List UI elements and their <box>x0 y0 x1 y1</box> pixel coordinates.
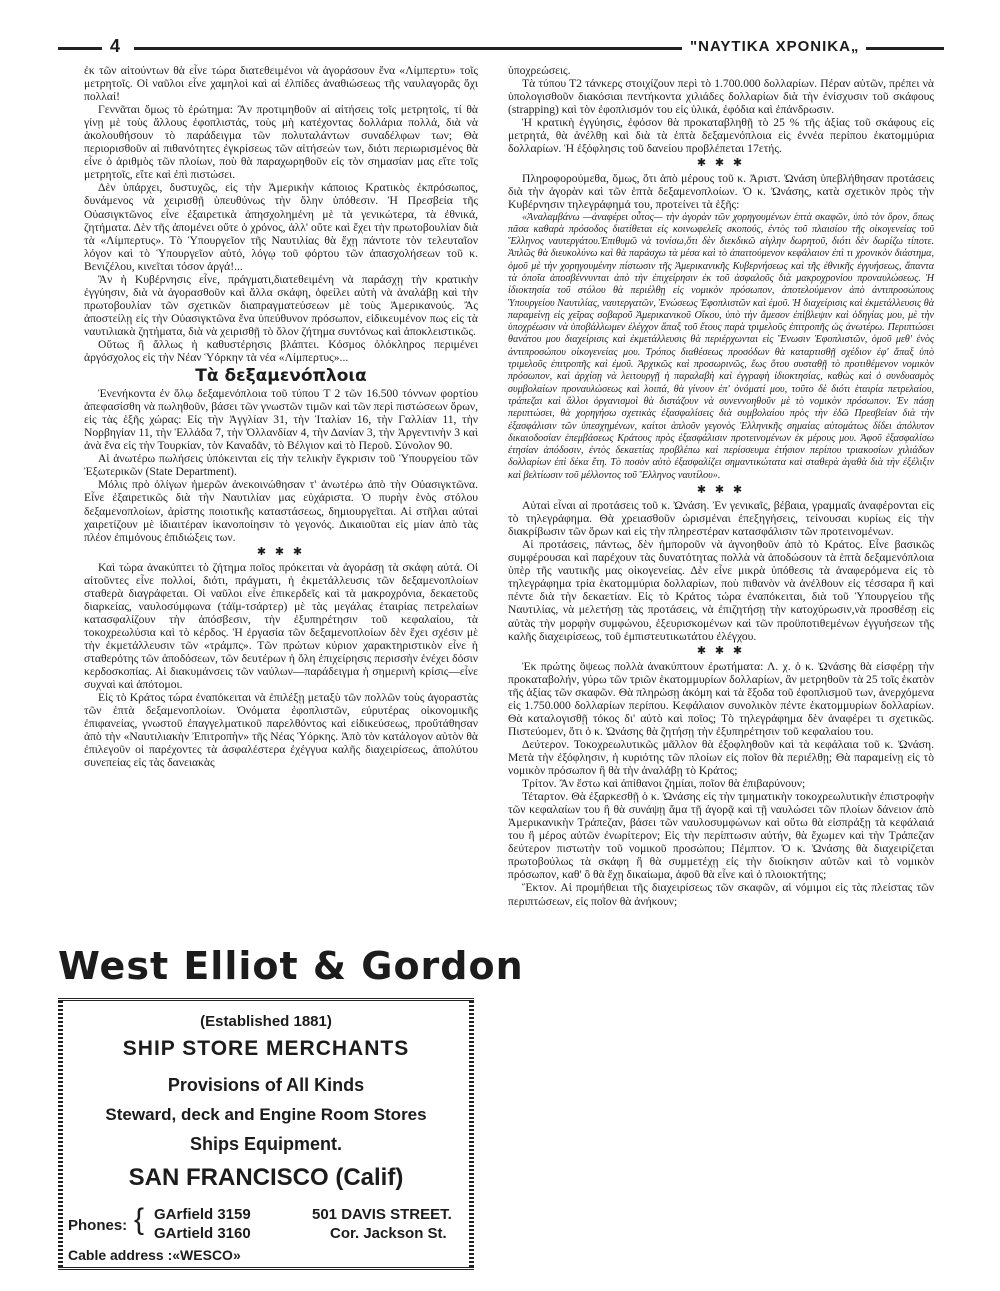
paragraph: Δεύτερον. Τοκοχρεωλυτικῶς μᾶλλον θὰ ἐξοφληθοῦν καὶ τὰ κεφάλαια τοῦ κ. Ὠνάση. Μετὰ τὴν ἐξόφλησιν, ἡ κυριότης τῶν πλοίων εἰς ποῖον θὰ περιέλθῃ; Θὰ παραμείνῃ εἰς τὸ νομικὸν πρόσωπον ἢ θὰ τὴν ἀναλάβῃ τὸ Κράτος; <box>508 737 934 778</box>
paragraph: Τέταρτον. Θὰ ἐξαρκεσθῇ ὁ κ. Ὠνάσης εἰς τὴν τμηματικὴν τοκοχρεωλυτικὴν ἐπιστροφὴν τῶν κεφαλαίων του ἢ θὰ συνάψῃ ἅμα τῇ ἀγορᾷ καὶ τῇ ναυλώσει τῶν πλοίων δάνειον ἀπὸ Ἀμερικανικὴν Τράπεζαν, βάσει τῶν ναυλοσυμφώνων καὶ οὕτω θὰ εἰσπράξῃ τὰ κεφάλαιά του ἢ μέρος αὐτῶν ἐνωρίτερον; Εἰς τὴν περίπτωσιν αὐτήν, θὰ ἔχωμεν καὶ τὴν Τράπεζαν δεύτερον πιστωτὴν τοῦ νομικοῦ προσώπου; Πέμπτον. Ὁ κ. Ὠνάσης θὰ διαχειρίζεται πρωτοβούλως τὰ σκάφη ἢ θὰ συμμετέχῃ εἰς τὴν διοίκησιν αὐτῶν καὶ τὸ νομικὸν πρόσωπον, καθ' ὃ θὰ ἔχῃ δικαίωμα, ἀφοῦ θὰ εἶνε καὶ ὁ πλοιοκτήτης; <box>508 790 934 882</box>
ad-frame <box>58 998 474 1270</box>
paragraph: Καὶ τώρα ἀνακύπτει τὸ ζήτημα ποῖος πρόκειται νὰ ἀγοράσῃ τὰ σκάφη αὐτά. Οἱ αἰτοῦντες εἶνε πολλοί, διότι, πράγματι, ἡ ἐκμετάλλευσις τῶν δεξαμενοπλοίων σταθερὰ διαγράφεται. Οἱ ναῦλοι εἶνε ἐπικερδεῖς καὶ τὰ μακροχρόνια, δεκαετοῦς διαρκείας, ναυλοσύμφωνα (τάϊμ-τσάρτερ) μὲ τὰς μεγάλας ἑταιρίας πετρελαίων κατασφαλίζουν τὴν ἀπόσβεσιν, τὴν ἐξυπηρέτησιν τοῦ κεφαλαίου, τὰ τοκοχρεωλύσια καὶ τὸ κέρδος. Ἡ ἐργασία τῶν δεξαμενοπλοίων δὲν ἔχει σχέσιν μὲ τὴν ἐκμετάλλευσιν τῶν «τράμπς». Τῶν πρώτων κύριον χαρακτηριστικὸν εἶνε ἡ σταθερότης τῶν ἀποδόσεων, τῶν δευτέρων ἡ ὅλη ἐπιχείρησις περισσὴν ἐνέχει δόσιν κερδοσκοπίας. Αἱ διακυμάνσεις τῶν ναύλων—παράδειγμα ἡ σημερινὴ κρίσις—εἶνε συχναὶ καὶ ἀπότομοι. <box>84 560 478 692</box>
ad-line-equipment: Ships Equipment. <box>189 1134 342 1154</box>
section-divider-stars: ✱ ✱ ✱ <box>256 545 306 558</box>
header-rule-left <box>58 47 102 50</box>
ad-cable-address: Cable address :«WESCO» <box>68 1247 241 1263</box>
paragraph: Οὕτως ἢ ἄλλως ἡ καθυστέρησις βλάπτει. Κόσμος ὁλόκληρος περιμένει ἀργόσχολος εἰς τὴν Νέαν Ὑόρκην τὰ νέα «Λίμπερτυς»... <box>84 337 478 365</box>
telegram-quote: «Ἀναλαμβάνω —ἀναφέρει οὗτος— τὴν ἀγορὰν τῶν χορηγουμένων ἑπτὰ σκαφῶν, ὑπὸ τὸν ὅρον, ὅπως πᾶσα καθαρὰ πρόσοδος διατίθεται εἰς κοινωφελεῖς σκοπούς, ἐντὸς τοῦ πλαισίου τῆς οἰκογενείας τοῦ Ἕλληνος ναυτεργάτου.Ἐπιθυμῶ νὰ τονίσω,ὅτι δὲν διεκδικῶ αἰγλην δωρητοῦ, διότι δὲν δωρίζω τίποτε. Ἁπλῶς θὰ διευκολύνω καὶ θὰ παράσχω τὰ μέσα καὶ τὸ ἀπαιτούμενον κεφάλαιον ἐπὶ τι χρονικὸν διάστημα, ὁμοῦ μὲ τὴν χορηγουμένην πίστωσιν τῆς Ἀμερικανικῆς Κυβερνήσεως καὶ τῆς ἐθνικῆς ἐγγυήσεως, ἅπαντα τὰ ὁποῖα ἀποσβέννυνται ἀπὸ τὴν ἐπιχείρησιν ἐκ τοῦ ἀσφαλοῦς διὰ μακροχρονίου προναυλώσεως. Ἡ ἰδιοκτησία τοῦ στόλου θὰ περιέλθῃ εἰς νομικὸν πρόσωπον, ἀποτελούμενον ἀπὸ ἀντιπροσώπους Ὑπουργείου Ναυτιλίας, ναυτεργατῶν, Ἑνώσεως Ἐφοπλιστῶν καὶ ἐμοῦ. Ἡ διαχείρισις καὶ ἐκμετάλλευσις θὰ παραμείνῃ εἰς χεῖρας σοβαροῦ Ἀμερικανικοῦ Οἴκου, ὑπὸ τὴν ἄμεσον ἐπίβλεψιν καὶ ὁδηγίας μου, μὲ τὴν ὑποχρέωσιν νὰ ὑποβάλλωμεν ἐλέγχον ἅπαξ τοῦ ἔτους παρὰ τριμελοῦς ἐπιτροπῆς ὡς ἀνωτέρω. Περιπτώσει θανάτου μου διαχείρισις καὶ ἐκμετάλλευσις θὰ περιέρχωνται εἰς Ἕνωσιν Ἐφοπλιστῶν, ὁμοῦ μεθ' ἑνὸς ἀντιπροσώπου οἰκογενείας μου. Τρόπος διαθέσεως προσόδων θὰ καταρτισθῇ σχέδιον ἐφ' ἅπαξ ὑπὸ τριμελοῦς ἐπιτροπῆς καὶ ἐμοῦ. Ἀρχικῶς καὶ προσωρινῶς, ἕως ὅτου συσταθῇ τὸ προτιθέμενον νομικὸν πρόσωπον, καὶ ἀρχίσῃ νὰ λειτουργῇ ἡ παραλαβὴ καὶ ἐγγραφὴ ἰδιοκτησίας, καθὼς καὶ ὁ συνδυασμὸς συμβολαίων προναυλώσεως καὶ λοιπά, θὰ γίνουν ἐπ' ὀνόματί μου, τοῦτο δὲ διότι ἑταιρία πετρελαίου, τράπεζαι καὶ ἄλλοι ὀργανισμοὶ θὰ διστάζουν νὰ συνεννοηθοῦν μὲ τὸ νομικὸν πρόσωπον. Ἐν πάσῃ περιπτώσει, θὰ χορηγήσω σχετικὰς ἐξασφαλίσεις διὰ συμβολαίου πρὸς τὴν ἐδῶ Πρεσβείαν διὰ τὴν ἐξασφάλισιν τῶν ὑπεσχημένων, καίτοι ἁπλοῦν γεγονὸς Ἑλληνικῆς σημαίας αὐτομάτως δίδει ἀπόλυτον δικαιοδοσίαν ἐπεμβάσεως Κράτους πρὸς ἐξασφάλισιν προτεινομένων ἐκ μέρους μου. Ἀφοῦ ἐξασφαλίσω ἐτησίαν ἀπόδοσιν, ἐντὸς δεκαετίας προβλέπω καὶ περίσσευμα ἐτήσιον περίπου τριακοσίων χιλιάδων δολλαρίων ἐπὶ δέκα ἔτη. Τὸ ποσὸν αὐτὸ ἐξασφαλίζει σημαντικώτατα καὶ σταθερὰ ἀγαθὰ διὰ τὴν ἐξέλιξιν καὶ βελτίωσιν τοῦ μέλλοντος τοῦ Ἕλληνος ναυτίλου». <box>508 211 934 481</box>
paragraph: Αἱ ἀνωτέρω πωλήσεις ὑπόκεινται εἰς τὴν τελικὴν ἔγκρισιν τοῦ Ὑπουργείου τῶν Ἐξωτερικῶν (State Department). <box>84 452 478 479</box>
header-rule-middle <box>134 47 682 50</box>
paragraph: ὑποχρεώσεις. <box>508 64 571 77</box>
paragraph: Εἰς τὸ Κράτος τώρα ἐναπόκειται νὰ ἐπιλέξῃ μεταξὺ τῶν πολλῶν τοὺς ἀγοραστὰς τῶν ἑπτὰ δεξαμενοπλοίων. Ὀνόματα ἐφοπλιστῶν, εὐρυτέρας οἰκονομικῆς ἐπιφανείας, γνωστοῦ ἐπαγγελματικοῦ παρελθόντος καὶ εἰδικεύσεως, προὔτάθησαν ἀπὸ τὴν «Ναυτιλιακὴν Ἐπιτροπὴν» τῆς Νέας Ὑόρκης. Ἀπὸ τὸν κατάλογον αὐτὸν θὰ ἐπιλεγοῦν οἱ παρέχοντες τὰ ἀσφαλέστερα ἐχέγγυα καλῆς διαχειρίσεως, ἀπολύτου συνεπείας εἰς τὰς δανειακὰς <box>84 691 478 770</box>
paragraph: Ἐκ πρώτης ὄψεως πολλὰ ἀνακύπτουν ἐρωτήματα: Λ. χ. ὁ κ. Ὠνάσης θὰ εἰσφέρῃ τὴν προκαταβολήν, γύρω τῶν τριῶν ἑκατομμυρίων δολλαρίων, ἂν μετρηθοῦν τὰ 25 τοῖς ἑκατὸν τῆς ἀξίας τῶν σκαφῶν. Θὰ πληρώσῃ ἀκόμη καὶ τὰ ἔξοδα τοῦ ἐφοπλισμοῦ των, ἀνερχόμενα εἰς 1.750.000 δολλαρίων περίπου. Κεφάλαιον συνολικὸν πέντε ἑκατομμυρίων δολλαρίων. Θὰ καταλογισθῇ τόκος δι' αὐτὸ καὶ ποῖος; Τὸ τηλεγράφημα δὲν ἀναφέρει τι σχετικῶς. Πιστεύομεν, ὅτι ὁ κ. Ὠνάσης θὰ ζητήσῃ τὴν ἐξυπηρέτησιν τοῦ κεφαλαίου του. <box>508 659 934 738</box>
paragraph: Ἂν ἡ Κυβέρνησις εἶνε, πράγματι,διατεθειμένη νὰ παράσχῃ τὴν κρατικὴν ἐγγύησιν, διὰ νὰ ἀγορασθοῦν καὶ ἄλλα σκάφη, ὀφείλει αὐτὴ νὰ ἀναλάβῃ καὶ τὴν πρωτοβουλίαν τῶν σχετικῶν διαπραγματεύσεων μὲ τοὺς Ἀμερικανούς. Ἂς ἀποστείλῃ εἰς τὴν Οὐασιγκτῶνα ἕνα ὑπεύθυνον πρόσωπον, εἰδικευμένον πως εἰς τὰ ναυτιλιακὰ ζητήματα, διὰ νὰ χειρισθῇ τὸ ὅλον ζήτημα συντόνως καὶ ἀποκλειστικῶς. <box>84 272 478 338</box>
paragraph: Αἱ προτάσεις, πάντως, δὲν ἠμποροῦν νὰ ἀγνοηθοῦν ἀπὸ τὸ Κράτος. Εἶνε βασικῶς συμφέρουσαι καὶ παρέχουν τὰς δυνατότητας πολλὰ νὰ ἀποδώσουν τὰ ἑπτὰ δεξαμενόπλοια ὑπὲρ τῆς ναυτικῆς μας οἰκογενείας. Δὲν εἶνε μικρὰ ὑπόθεσις τὰ ἀναφερόμενα εἰς τὸ τηλεγράφημα τρία ἑκατομμύρια δολλαρίων, ποὺ πιθανὸν νὰ ἀνέλθουν εἰς τέσσαρα ἢ καὶ πέντε διὰ τὴν δεκαετίαν. Εἰς τὸ Κράτος τώρα ἐναπόκειται, διὰ τοῦ Ὑπουργείου τῆς Ναυτιλίας, νὰ μελετήσῃ τὰς προτάσεις, νὰ ἐπιζητήσῃ τὴν κατοχύρωσιν,νὰ προσθέσῃ εἰς αὐτὰς τὴν μορφὴν συμφώνου, ἐξευρισκομένων καὶ τῶν προϋποτιθεμένων ἐγγυήσεων τῆς καλῆς διαχειρίσεως, τοῦ ἐμπιστευτικωτάτου ἐλέγχου. <box>508 538 934 643</box>
paragraph: Αὐταὶ εἶναι αἱ προτάσεις τοῦ κ. Ὠνάση. Ἐν γενικαῖς, βέβαια, γραμμαῖς ἀναφέρονται εἰς τὸ τηλεγράφημα. Θὰ χρειασθοῦν ὡρισμέναι ἐπεξηγήσεις, τείνουσαι κυρίως εἰς τὴν διακρίβωσιν τῶν ὅρων καὶ εἰς τὴν πληρεστέραν κατασφάλισιν τῶν προτεινομένων. <box>508 499 934 539</box>
left-column <box>84 64 478 769</box>
paragraph: Τὰ τύπου Τ2 τάνκερς στοιχίζουν περὶ τὸ 1.700.000 δολλαρίων. Πέραν αὐτῶν, πρέπει νὰ ὑπολογισθοῦν διακόσιαι πεντήκοντα χιλιάδες δολλαρίων διὰ τὴν ἐνίσχυσιν τοῦ σκάφους (strapping) καὶ τὸν ἐφοπλισμόν του εἰς ὑλικά, ἐφόδια καὶ ἐπάνδρωσιν. <box>508 77 934 117</box>
ad-phones-label: Phones: <box>68 1217 128 1234</box>
paragraph: ἐκ τῶν αἰτούντων θὰ εἶνε τώρα διατεθειμένοι νὰ ἀγοράσουν ἕνα «Λίμπερτυ» τοῖς μετρητοῖς. Οἱ ναῦλοι εἶνε χαμηλοὶ καὶ αἱ ἐλπίδες ἀναθιώσεως τῆς ναυλαγορᾶς ὄχι πολλαί! <box>84 64 478 104</box>
header-rule-right <box>866 47 944 50</box>
ad-address-corner: Cor. Jackson St. <box>330 1225 447 1242</box>
ad-company-name: West Elliot & Gordon <box>58 944 524 988</box>
ad-headline: SHIP STORE MERCHANTS <box>122 1037 410 1060</box>
section-subheading: Τὰ δεξαμενόπλοια <box>195 366 367 387</box>
paragraph: Δὲν ὑπάρχει, δυστυχῶς, εἰς τὴν Ἀμερικὴν κάποιος Κρατικὸς ἐκπρόσωπος, δυνάμενος νὰ χειρισθῇ ὑπευθύνως τὴν ὅλην ὑπόθεσιν. Ἡ Πρεσβεία τῆς Οὐασιγκτῶνος εἶνε ἐξαιρετικὰ ἀπησχολημένη μὲ τὰ γενικώτερα, τὰ ἐθνικά, ζητήματα. Δὲν τῆς ἀπομένει οὔτε ὁ χρόνος, ἀλλ' οὔτε καὶ ἔχει τὴν πρωτοβουλίαν διὰ τὰ «Λίμπερτυς». Τὸ Ὑπουργεῖον τῆς Ναυτιλίας θὰ ἔχῃ πάντοτε τὸν τελευταῖον λόγον καὶ τὸ Ὑπουργεῖον αὐτό, λόγῳ τοῦ φόρτου τῶν ἀπασχολήσεων τοῦ κ. Βενιζέλου, κινεῖται τόσον ἀργά!... <box>84 181 478 273</box>
paragraph: Πληροφορούμεθα, ὅμως, ὅτι ἀπὸ μέρους τοῦ κ. Ἀριστ. Ὠνάση ὑπεβλήθησαν προτάσεις διὰ τὴν ἀγορὰν καὶ τῶν ἑπτὰ δεξαμενοπλοίων. Ὁ κ. Ὠνάσης, κατὰ σχετικὸν πρὸς τὴν Κυβέρνησιν τηλεγράφημά του, προτείνει τὰ ἑξῆς: <box>508 172 934 212</box>
paragraph: Ἐνενήκοντα ἐν ὅλῳ δεξαμενόπλοια τοῦ τύπου Τ 2 τῶν 16.500 τόννων φορτίου ἀπεφασίσθη νὰ πωληθοῦν, βάσει τῶν γνωστῶν τιμῶν καὶ τῶν περὶ πιστώσεων ὅρων, εἰς τὰς ἑξῆς χώρας: Εἰς τὴν Ἀγγλίαν 31, τὴν Ἰταλίαν 16, τὴν Γαλλίαν 11, τὴν Νορβηγίαν 11, τὴν Ἑλλάδα 7, τὴν Ὀλλανδίαν 4, τὴν Δανίαν 3, τὴν Ἀργεντινὴν 3 καὶ ἀνὰ ἕνα εἰς τὴν Τουρκίαν, τὸν Καναδᾶν, τὸ Βέλγιον καὶ τὸ Περοῦ. Σύνολον 90. <box>84 387 478 453</box>
paragraph: Ἕκτον. Αἱ προμήθειαι τῆς διαχειρίσεως τῶν σκαφῶν, αἱ νόμιμοι εἰς τὰς πλείστας τῶν περιπτώσεων, εἰς ποῖον θὰ ἀνήκουν; <box>508 881 934 908</box>
advertisement <box>58 944 524 1264</box>
paragraph: Τρίτον. Ἂν ἔστω καὶ ἀπίθανοι ζημίαι, ποῖον θὰ ἐπιβαρύνουν; <box>522 777 806 791</box>
section-divider-stars: ✱ ✱ ✱ <box>696 157 746 170</box>
page-number: 4 <box>110 36 121 56</box>
ad-phones-brace: { <box>134 1203 145 1236</box>
paragraph: Ἡ κρατικὴ ἐγγύησις, ἐφόσον θὰ προκαταβληθῇ τὸ 25 % τῆς ἀξίας τοῦ σκάφους εἰς μετρητά, θὰ ἀνέλθῃ καὶ διὰ τὰ ἑπτὰ δεξαμενόπλοια εἰς ἐννέα περίπου ἑκατομμύρια δολλαρίων. Ἡ ἐξόφλησις τοῦ δανείου προβλέπεται 17ετής. <box>508 116 934 156</box>
paragraph: Μόλις πρὸ ὀλίγων ἡμερῶν ἀνεκοινώθησαν τ' ἀνωτέρω ἀπὸ τὴν Οὐασιγκτῶνα. Εἶνε ἐξαιρετικῶς διὰ τὴν Ναυτιλίαν μας εὐχάριστα. Ὁ πυρὴν ἑνὸς στόλου δεξαμενοπλοίων, ἀρίστης ποιοτικῆς καταστάσεως, δημιουργεῖται. Αἱ στῆλαι αὐταὶ χαιρετίζουν μὲ ἰδιαιτέραν ἱκανοποίησιν τὸ γεγονός. Δικαιοῦται εἰς μίαν ἀπὸ τὰς πλέον ἐπιμόνους ἐπιδιώξεις των. <box>84 478 478 544</box>
ad-phone-1: GArfield 3159 <box>154 1206 251 1223</box>
ad-line-stores: Steward, deck and Engine Room Stores <box>105 1105 427 1124</box>
paragraph: Γεννᾶται ὅμως τὸ ἐρώτημα: Ἂν προτιμηθοῦν αἱ αἰτήσεις τοῖς μετρητοῖς, τί θὰ γίνῃ μὲ τοὺς ἄλλους ἐφοπλιστάς, τοὺς μὴ κατέχοντας δολλάρια πολλά, διὰ νὰ ἀκολουθήσουν τὸ παράδειγμα τῶν πολυταλάντων συναδέλφων των; Θὰ περιορισθοῦν αἱ πιθανότητες ἐγκρίσεως τῶν αἰτήσεών των, διότι περιωρισμένος θὰ εἶνε ὁ ἀριθμὸς τῶν πλοίων, ποὺ θὰ παραχωρηθοῦν εἰς τὸν σημασίαν μας εἴτε τοῖς μετρητοῖς, εἴτε καὶ ἐπὶ πιστώσει. <box>84 103 478 182</box>
section-divider-stars: ✱ ✱ ✱ <box>696 644 746 657</box>
right-column <box>508 64 934 908</box>
masthead-title: "ΝΑΥΤΙΚΑ ΧΡΟΝΙΚΑ„ <box>690 38 860 55</box>
ad-established: (Established 1881) <box>200 1013 332 1030</box>
ad-phone-2: GArtield 3160 <box>154 1225 251 1242</box>
ad-city: SAN FRANCISCO (Calif) <box>128 1164 404 1191</box>
ad-address-street: 501 DAVIS STREET. <box>312 1206 452 1223</box>
page-header <box>58 36 944 58</box>
ad-line-provisions: Provisions of All Kinds <box>167 1075 365 1095</box>
section-divider-stars: ✱ ✱ ✱ <box>696 484 746 497</box>
